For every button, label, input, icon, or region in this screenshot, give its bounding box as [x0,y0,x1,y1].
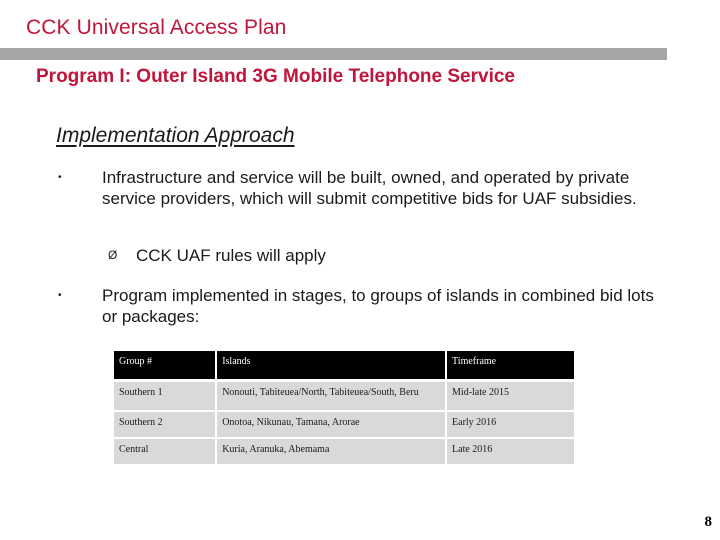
title-divider [0,48,667,60]
cell-islands: Onotoa, Nikunau, Tamana, Arorae [216,411,446,438]
header-islands: Islands [216,351,446,381]
cell-islands: Kuria, Aranuka, Abemama [216,438,446,465]
program-title: Program I: Outer Island 3G Mobile Telephone Service [36,66,515,87]
bid-lots-table [114,351,576,466]
bullet-marker: • [58,290,62,301]
bullet-text: Infrastructure and service will be built, owned, and operated by private service providers, which will submit competitive bids for UAF subsidies. [102,168,637,208]
section-heading: Implementation Approach [56,124,295,147]
header-group: Group # [114,351,216,381]
cell-timeframe: Mid-late 2015 [446,381,575,412]
page-number: 8 [704,514,712,530]
cell-group: Central [114,438,216,465]
arrow-bullet-icon: Ø [108,248,118,262]
sub-bullet-text: CCK UAF rules will apply [136,246,326,265]
cell-islands: Nonouti, Tabiteuea/North, Tabiteuea/South, Beru [216,381,446,412]
cell-group: Southern 1 [114,381,216,412]
bullet-marker: • [58,172,62,183]
cell-timeframe: Early 2016 [446,411,575,438]
table-header-row [114,351,575,381]
bullet-text: Program implemented in stages, to groups of islands in combined bid lots or packages: [102,286,654,326]
header-timeframe: Timeframe [446,351,575,381]
table-row [114,411,575,438]
cell-group: Southern 2 [114,411,216,438]
cell-timeframe: Late 2016 [446,438,575,465]
table-row [114,438,575,465]
slide-title: CCK Universal Access Plan [26,16,287,39]
table-row [114,381,575,412]
